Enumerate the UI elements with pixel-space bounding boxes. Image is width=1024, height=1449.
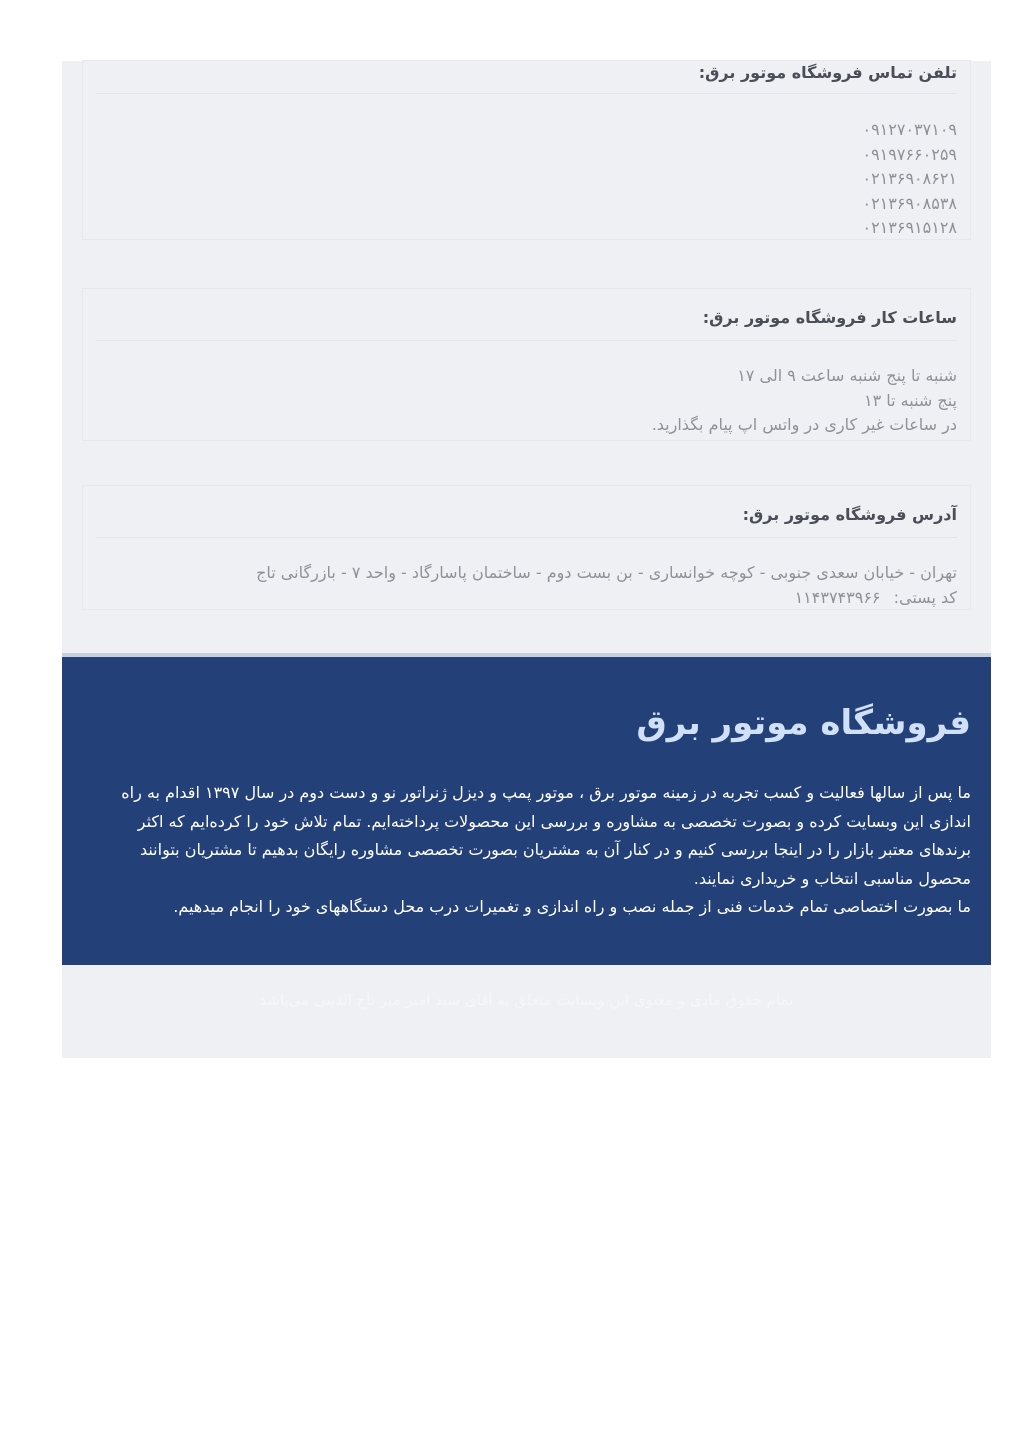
about-text-line: محصول مناسبی انتخاب و خریداری نمایند.	[693, 868, 971, 888]
about-text-line: ما پس از سالها فعالیت و کسب تجربه در زمینه موتور برق ، موتور پمپ و دیزل ژنراتور نو و دست دوم در سال ۱۳۹۷ اقدام به راه	[121, 783, 971, 802]
address-text: تهران - خیابان سعدی جنوبی - کوچه خوانساری - بن بست دوم - ساختمان پاسارگاد - واحد ۷ - بازرگانی تاج	[256, 563, 957, 582]
phone-number[interactable]: ۰۹۱۲۷۰۳۷۱۰۹	[862, 120, 957, 139]
postal-code-label: کد پستی:	[893, 587, 957, 607]
hours-line: در ساعات غیر کاری در واتس اپ پیام بگذارید.	[651, 415, 957, 434]
phone-number[interactable]: ۰۹۱۹۷۶۶۰۲۵۹	[862, 144, 957, 164]
phone-section-divider	[96, 93, 957, 94]
phone-number[interactable]: ۰۲۱۳۶۹۰۸۶۲۱	[862, 169, 957, 188]
about-section	[62, 653, 991, 965]
about-title: فروشگاه موتور برق	[636, 703, 971, 743]
phone-number[interactable]: ۰۲۱۳۶۹۰۸۵۳۸	[862, 193, 957, 213]
hours-section-divider	[96, 340, 957, 341]
address-card	[82, 485, 971, 610]
footer-copyright: تمام حقوق مادی و معنوی این وبسایت متعلق به آقای سید امیر میر تاج الدینی می‌باشد	[259, 991, 794, 1009]
hours-section-title: ساعات کار فروشگاه موتور برق:	[702, 308, 957, 327]
phone-section-title: تلفن تماس فروشگاه موتور برق:	[698, 63, 957, 82]
about-text-line: ما بصورت اختصاصی تمام خدمات فنی از جمله نصب و راه اندازی و تغمیرات درب محل دستگاههای خود را انجام میدهیم.	[173, 897, 971, 916]
about-description	[82, 779, 971, 922]
hours-card	[82, 288, 971, 441]
phone-number[interactable]: ۰۲۱۳۶۹۱۵۱۲۸	[862, 218, 957, 237]
about-text-line: برندهای معتبر بازار را در اینجا بررسی کنیم و در کنار آن به مشتریان بصورت تخصصی مشاوره رایگان بدهیم تا مشتریان بتوانند	[139, 840, 971, 859]
postal-code-value: ۱۱۴۳۷۴۳۹۶۶	[794, 587, 881, 607]
hours-list	[652, 364, 957, 438]
address-section-divider	[96, 537, 957, 538]
address-block	[256, 561, 957, 610]
hours-line: پنج شنبه تا ۱۳	[863, 390, 957, 410]
phone-card	[82, 60, 971, 240]
content-page	[62, 61, 991, 1058]
postal-code-line	[256, 586, 957, 611]
address-section-title: آدرس فروشگاه موتور برق:	[742, 505, 957, 524]
about-text-line: اندازی این وبسایت کرده و بصورت تخصصی به مشاوره و بررسی این محصولات پرداخته‌ایم. تمام تلاش خود را کرده‌ایم که اکثر	[137, 811, 971, 831]
hours-line: شنبه تا پنج شنبه ساعت ۹ الی ۱۷	[737, 366, 957, 385]
phone-number-list	[862, 118, 957, 241]
